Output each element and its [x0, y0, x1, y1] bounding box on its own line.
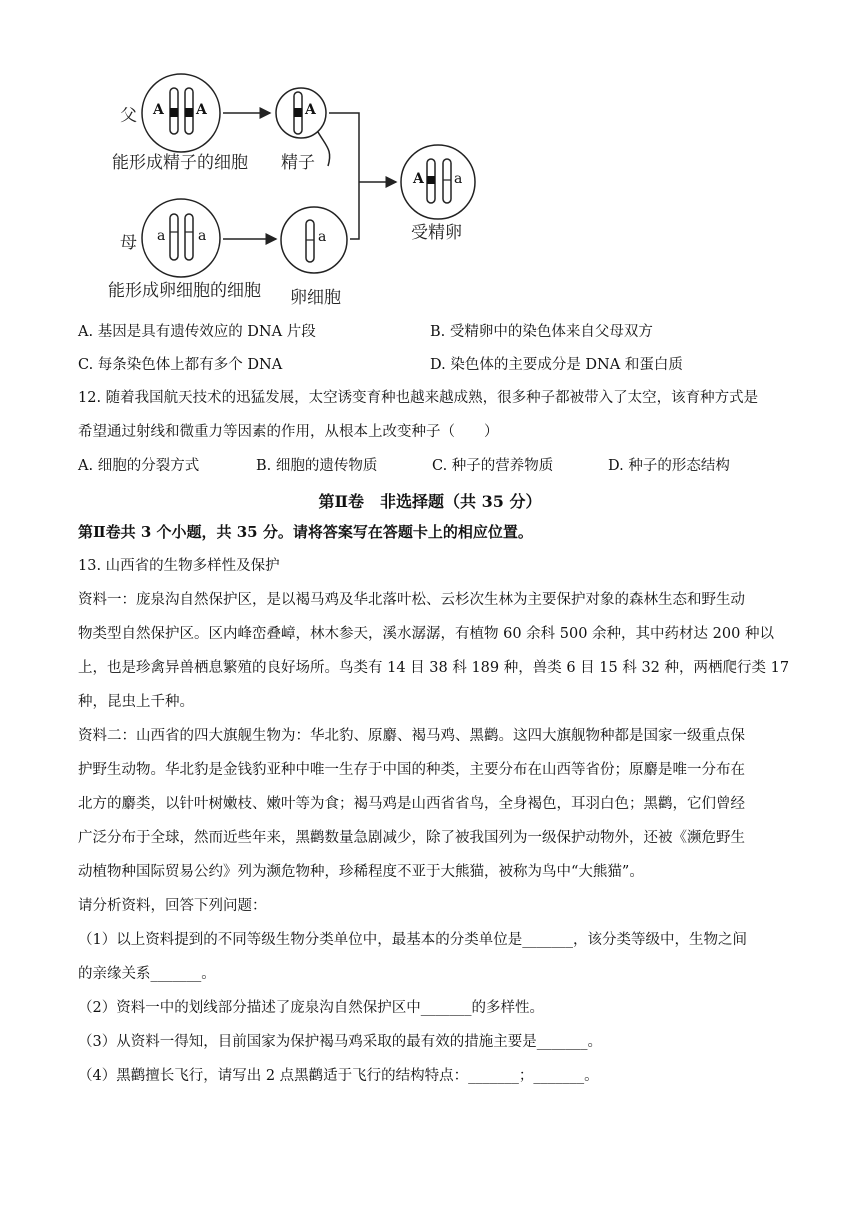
sperm-gene: A	[305, 102, 316, 118]
mother-chromosome-right	[185, 214, 193, 260]
q13-material2-line1: 资料二：山西省的四大旗舰生物为：华北豹、原麝、褐马鸡、黑鹳。这四大旗舰物种都是国家一级重点保	[78, 728, 745, 744]
q11-option-b: B. 受精卵中的染色体来自父母双方	[430, 324, 653, 340]
q12-option-a: A. 细胞的分裂方式	[78, 458, 200, 474]
q13-material1-line4: 种，昆虫上千种。	[78, 694, 194, 710]
mother-chromosome-left	[170, 214, 178, 260]
q13-part1-line1: （1）以上资料提到的不同等级生物分类单位中，最基本的分类单位是_______，该分类等级中，生物之间	[78, 932, 747, 948]
zygote-chromosome-right	[443, 159, 451, 203]
q12-option-b: B. 细胞的遗传物质	[256, 458, 378, 474]
q11-option-a: A. 基因是具有遗传效应的 DNA 片段	[78, 324, 316, 340]
q13-material2-line5: 动植物种国际贸易公约》列为濒危物种，珍稀程度不亚于大熊猫，被称为鸟中“大熊猫”。	[78, 864, 644, 880]
q12-option-c: C. 种子的营养物质	[432, 458, 554, 474]
sperm-band	[294, 108, 302, 117]
zygote-caption: 受精卵	[411, 223, 462, 243]
fertilization-diagram	[0, 0, 860, 320]
q13-part4: （4）黑鹳擅长飞行，请写出 2 点黑鹳适于飞行的结构特点：_______；_______。	[78, 1068, 599, 1084]
q13-part2: （2）资料一中的划线部分描述了庞泉沟自然保护区中_______的多样性。	[78, 1000, 544, 1016]
egg-parent-caption: 能形成卵细胞的细胞	[108, 281, 261, 301]
section2-instruction: 第Ⅱ卷共 3 个小题，共 35 分。请将答案写在答题卡上的相应位置。	[78, 523, 533, 541]
q13-part3: （3）从资料一得知，目前国家为保护褐马鸡采取的最有效的措施主要是_______。	[78, 1034, 602, 1050]
father-band-right	[185, 108, 193, 117]
mother-gene-right: a	[198, 228, 207, 244]
q13-material1-line3: 上，也是珍禽异兽栖息繁殖的良好场所。鸟类有 14 目 38 科 189 种，兽类 6 目 15 科 32 种，两栖爬行类 17	[78, 660, 790, 676]
q11-option-c: C. 每条染色体上都有多个 DNA	[78, 357, 283, 373]
q13-part1-line2: 的亲缘关系_______。	[78, 966, 216, 982]
q12-option-d: D. 种子的形态结构	[608, 458, 730, 474]
sperm-tail	[318, 132, 330, 166]
zygote-gene-left: A	[413, 171, 424, 187]
father-gene-left: A	[153, 102, 164, 118]
zygote-gene-right: a	[454, 171, 463, 187]
q13-prompt: 请分析资料，回答下列问题：	[78, 898, 267, 914]
mother-cell-circle	[142, 199, 220, 277]
egg-gene: a	[318, 229, 327, 245]
father-band-left	[170, 108, 178, 117]
q13-material2-line3: 北方的麝类，以针叶树嫩枝、嫩叶等为食；褐马鸡是山西省省鸟，全身褐色，耳羽白色；黑鹳，它们曾经	[78, 796, 745, 812]
q12-stem-line2: 希望通过射线和微重力等因素的作用，从根本上改变种子（ ）	[78, 424, 499, 440]
q13-material1-line2: 物类型自然保护区。区内峰峦叠嶂，林木参天，溪水潺潺，有植物 60 余科 500 余种，其中药材达 200 种以	[78, 626, 774, 642]
sperm-caption: 精子	[281, 153, 315, 173]
mother-gene-left: a	[157, 228, 166, 244]
section2-title: 第Ⅱ卷 非选择题（共 35 分）	[318, 492, 542, 511]
q13-material2-line2: 护野生动物。华北豹是金钱豹亚种中唯一生存于中国的种类，主要分布在山西等省份；原麝是唯一分布在	[78, 762, 745, 778]
q13-heading: 13. 山西省的生物多样性及保护	[78, 558, 280, 574]
q11-option-d: D. 染色体的主要成分是 DNA 和蛋白质	[430, 357, 683, 373]
father-gene-right: A	[196, 102, 207, 118]
q12-stem-line1: 12. 随着我国航天技术的迅猛发展，太空诱变育种也越来越成熟，很多种子都被带入了太空，该育种方式是	[78, 390, 759, 406]
father-label: 父	[120, 106, 137, 126]
zygote-band	[427, 176, 435, 184]
egg-chromosome	[306, 220, 314, 262]
q13-material1-line1: 资料一：庞泉沟自然保护区，是以褐马鸡及华北落叶松、云杉次生林为主要保护对象的森林生态和野生动	[78, 592, 745, 608]
sperm-parent-caption: 能形成精子的细胞	[112, 153, 248, 173]
q13-material2-line4: 广泛分布于全球，然而近些年来，黑鹳数量急剧减少，除了被我国列为一级保护动物外，还被《濒危野生	[78, 830, 745, 846]
mother-label: 母	[120, 233, 137, 253]
egg-caption: 卵细胞	[290, 288, 341, 308]
